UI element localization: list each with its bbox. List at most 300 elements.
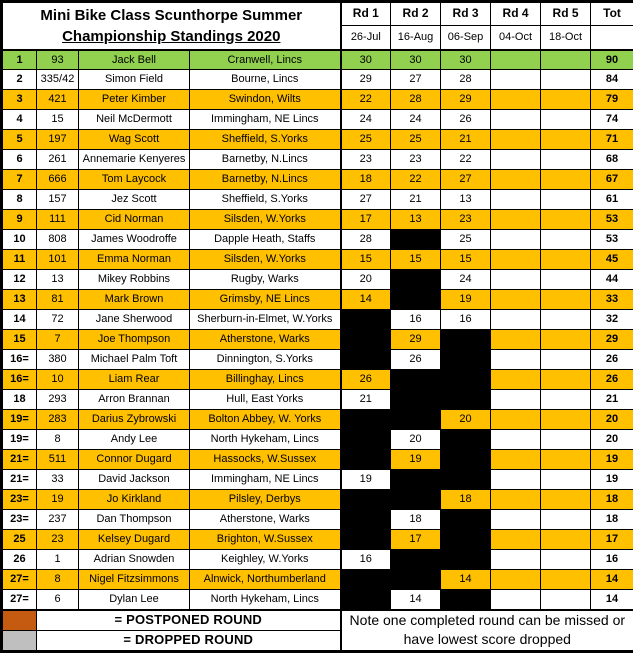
rider-location-cell: Barnetby, N.Lincs [190, 170, 341, 190]
position-cell: 16= [2, 370, 37, 390]
rider-location-cell: Billinghay, Lincs [190, 370, 341, 390]
round-score-cell [491, 110, 541, 130]
col-header-total: Tot [591, 2, 633, 26]
standings-row [2, 190, 633, 210]
total-points-cell: 79 [591, 90, 633, 110]
round-score-cell [541, 530, 591, 550]
rider-location-cell: Sherburn-in-Elmet, W.Yorks [190, 310, 341, 330]
standings-row [2, 290, 633, 310]
position-cell: 27= [2, 570, 37, 590]
rider-location-cell: Atherstone, Warks [190, 330, 341, 350]
position-cell: 11 [2, 250, 37, 270]
standings-row [2, 570, 633, 590]
rider-number-cell: 8 [37, 430, 79, 450]
total-points-cell: 19 [591, 470, 633, 490]
round-score-cell [491, 130, 541, 150]
round-score-cell [441, 370, 491, 390]
round-score-cell: 22 [441, 150, 491, 170]
rider-location-cell: Pilsley, Derbys [190, 490, 341, 510]
total-points-cell: 29 [591, 330, 633, 350]
round-score-cell: 14 [391, 590, 441, 610]
round-score-cell [341, 310, 391, 330]
round-score-cell [541, 470, 591, 490]
col-header-rd1: Rd 1 [341, 2, 391, 26]
round-score-cell [541, 150, 591, 170]
rider-name-cell: Liam Rear [79, 370, 190, 390]
rider-number-cell: 335/42 [37, 70, 79, 90]
position-cell: 19= [2, 410, 37, 430]
round-score-cell: 16 [341, 550, 391, 570]
round-score-cell: 27 [441, 170, 491, 190]
round-score-cell [391, 390, 441, 410]
rider-number-cell: 237 [37, 510, 79, 530]
round-score-cell [541, 130, 591, 150]
rider-location-cell: Dinnington, S.Yorks [190, 350, 341, 370]
rider-name-cell: Andy Lee [79, 430, 190, 450]
round-score-cell: 18 [391, 510, 441, 530]
round-score-cell [491, 310, 541, 330]
rider-name-cell: Simon Field [79, 70, 190, 90]
round-score-cell: 19 [441, 290, 491, 310]
total-points-cell: 61 [591, 190, 633, 210]
round-score-cell [491, 430, 541, 450]
footer-note: Note one completed round can be missed or have lowest score dropped [341, 610, 633, 652]
rider-number-cell: 81 [37, 290, 79, 310]
round-score-cell [441, 450, 491, 470]
round-score-cell: 18 [441, 490, 491, 510]
standings-row [2, 150, 633, 170]
rider-name-cell: Kelsey Dugard [79, 530, 190, 550]
round-score-cell [441, 550, 491, 570]
round-score-cell [541, 110, 591, 130]
standings-row [2, 50, 633, 70]
total-points-cell: 14 [591, 590, 633, 610]
round-score-cell [491, 450, 541, 470]
rider-number-cell: 101 [37, 250, 79, 270]
round-score-cell [541, 90, 591, 110]
table-header [2, 2, 633, 50]
standings-row [2, 130, 633, 150]
dropped-swatch [2, 631, 37, 652]
total-points-cell: 74 [591, 110, 633, 130]
rider-location-cell: Keighley, W.Yorks [190, 550, 341, 570]
round-score-cell [541, 290, 591, 310]
round-score-cell [391, 230, 441, 250]
rider-name-cell: Connor Dugard [79, 450, 190, 470]
rider-location-cell: Silsden, W.Yorks [190, 210, 341, 230]
total-points-cell: 67 [591, 170, 633, 190]
col-date-total-empty [591, 26, 633, 50]
total-points-cell: 16 [591, 550, 633, 570]
round-score-cell [341, 510, 391, 530]
rider-name-cell: Neil McDermott [79, 110, 190, 130]
table-footer [2, 610, 633, 652]
total-points-cell: 18 [591, 490, 633, 510]
total-points-cell: 20 [591, 430, 633, 450]
round-score-cell [441, 510, 491, 530]
col-header-rd5: Rd 5 [541, 2, 591, 26]
position-cell: 18 [2, 390, 37, 410]
round-score-cell [341, 570, 391, 590]
round-score-cell [491, 470, 541, 490]
round-score-cell [491, 270, 541, 290]
rider-location-cell: North Hykeham, Lincs [190, 590, 341, 610]
round-score-cell: 15 [341, 250, 391, 270]
round-score-cell: 14 [441, 570, 491, 590]
round-score-cell: 16 [391, 310, 441, 330]
total-points-cell: 26 [591, 350, 633, 370]
round-score-cell [491, 70, 541, 90]
position-cell: 6 [2, 150, 37, 170]
rider-location-cell: Dapple Heath, Staffs [190, 230, 341, 250]
total-points-cell: 44 [591, 270, 633, 290]
rider-name-cell: Michael Palm Toft [79, 350, 190, 370]
round-score-cell: 25 [341, 130, 391, 150]
round-score-cell: 20 [341, 270, 391, 290]
round-score-cell [491, 150, 541, 170]
rider-location-cell: Grimsby, NE Lincs [190, 290, 341, 310]
total-points-cell: 53 [591, 210, 633, 230]
round-score-cell [541, 310, 591, 330]
rider-number-cell: 157 [37, 190, 79, 210]
rider-name-cell: James Woodroffe [79, 230, 190, 250]
title-line-1: Mini Bike Class Scunthorpe Summer [4, 5, 339, 26]
round-score-cell: 15 [441, 250, 491, 270]
round-score-cell [391, 550, 441, 570]
round-score-cell: 18 [341, 170, 391, 190]
rider-number-cell: 23 [37, 530, 79, 550]
rider-name-cell: Mark Brown [79, 290, 190, 310]
dropped-legend-label: = DROPPED ROUND [37, 631, 341, 652]
position-cell: 21= [2, 470, 37, 490]
round-score-cell [441, 430, 491, 450]
round-score-cell: 17 [391, 530, 441, 550]
round-score-cell [541, 570, 591, 590]
postponed-legend-label: = POSTPONED ROUND [37, 610, 341, 631]
standings-row [2, 110, 633, 130]
round-score-cell: 23 [391, 150, 441, 170]
col-date-rd5: 18-Oct [541, 26, 591, 50]
col-date-rd4: 04-Oct [491, 26, 541, 50]
round-score-cell: 15 [391, 250, 441, 270]
rider-name-cell: Cid Norman [79, 210, 190, 230]
standings-row [2, 590, 633, 610]
position-cell: 3 [2, 90, 37, 110]
position-cell: 7 [2, 170, 37, 190]
rider-number-cell: 1 [37, 550, 79, 570]
round-score-cell: 30 [441, 50, 491, 70]
rider-location-cell: Atherstone, Warks [190, 510, 341, 530]
round-score-cell: 22 [341, 90, 391, 110]
round-score-cell: 20 [441, 410, 491, 430]
rider-name-cell: Mikey Robbins [79, 270, 190, 290]
rider-name-cell: Jane Sherwood [79, 310, 190, 330]
standings-row [2, 430, 633, 450]
position-cell: 25 [2, 530, 37, 550]
round-score-cell: 26 [441, 110, 491, 130]
round-score-cell: 25 [441, 230, 491, 250]
round-score-cell [491, 390, 541, 410]
standings-row [2, 490, 633, 510]
col-header-rd4: Rd 4 [491, 2, 541, 26]
round-score-cell [441, 390, 491, 410]
round-score-cell [391, 270, 441, 290]
round-score-cell [491, 530, 541, 550]
round-score-cell [491, 50, 541, 70]
position-cell: 8 [2, 190, 37, 210]
rider-number-cell: 666 [37, 170, 79, 190]
position-cell: 12 [2, 270, 37, 290]
round-score-cell: 20 [391, 430, 441, 450]
rider-name-cell: Darius Zybrowski [79, 410, 190, 430]
round-score-cell: 30 [391, 50, 441, 70]
rider-location-cell: Sheffield, S.Yorks [190, 190, 341, 210]
round-score-cell [491, 410, 541, 430]
total-points-cell: 19 [591, 450, 633, 470]
round-score-cell [541, 590, 591, 610]
round-score-cell [341, 490, 391, 510]
round-score-cell: 13 [391, 210, 441, 230]
rider-number-cell: 293 [37, 390, 79, 410]
rider-name-cell: Annemarie Kenyeres [79, 150, 190, 170]
rider-name-cell: Arron Brannan [79, 390, 190, 410]
standings-row [2, 90, 633, 110]
position-cell: 2 [2, 70, 37, 90]
standings-row [2, 210, 633, 230]
col-header-rd3: Rd 3 [441, 2, 491, 26]
round-score-cell [441, 330, 491, 350]
rider-location-cell: Cranwell, Lincs [190, 50, 341, 70]
round-score-cell [441, 590, 491, 610]
rider-number-cell: 6 [37, 590, 79, 610]
total-points-cell: 33 [591, 290, 633, 310]
total-points-cell: 32 [591, 310, 633, 330]
round-score-cell: 25 [391, 130, 441, 150]
round-score-cell: 24 [341, 110, 391, 130]
postponed-swatch [2, 610, 37, 631]
round-score-cell [391, 470, 441, 490]
rider-name-cell: Jack Bell [79, 50, 190, 70]
standings-row [2, 70, 633, 90]
rider-number-cell: 93 [37, 50, 79, 70]
rider-number-cell: 15 [37, 110, 79, 130]
round-score-cell [491, 350, 541, 370]
total-points-cell: 90 [591, 50, 633, 70]
rider-number-cell: 33 [37, 470, 79, 490]
standings-body [2, 50, 633, 610]
round-score-cell [541, 410, 591, 430]
round-score-cell [491, 550, 541, 570]
round-score-cell [541, 370, 591, 390]
position-cell: 1 [2, 50, 37, 70]
round-score-cell [491, 330, 541, 350]
rider-location-cell: Rugby, Warks [190, 270, 341, 290]
round-score-cell: 24 [391, 110, 441, 130]
round-score-cell [541, 550, 591, 570]
standings-row [2, 250, 633, 270]
round-score-cell [491, 290, 541, 310]
round-score-cell [341, 330, 391, 350]
rider-location-cell: Brighton, W.Sussex [190, 530, 341, 550]
round-score-cell: 29 [441, 90, 491, 110]
rider-number-cell: 10 [37, 370, 79, 390]
rider-number-cell: 197 [37, 130, 79, 150]
round-score-cell [391, 370, 441, 390]
rider-location-cell: Sheffield, S.Yorks [190, 130, 341, 150]
standings-row [2, 270, 633, 290]
standings-row [2, 310, 633, 330]
rider-number-cell: 808 [37, 230, 79, 250]
total-points-cell: 14 [591, 570, 633, 590]
round-score-cell [541, 390, 591, 410]
rider-name-cell: Joe Thompson [79, 330, 190, 350]
round-score-cell: 28 [391, 90, 441, 110]
position-cell: 23= [2, 510, 37, 530]
round-score-cell: 28 [441, 70, 491, 90]
round-score-cell: 21 [441, 130, 491, 150]
rider-number-cell: 8 [37, 570, 79, 590]
round-score-cell [541, 230, 591, 250]
standings-row [2, 470, 633, 490]
round-score-cell [491, 490, 541, 510]
position-cell: 15 [2, 330, 37, 350]
rider-number-cell: 13 [37, 270, 79, 290]
round-score-cell: 14 [341, 290, 391, 310]
position-cell: 13 [2, 290, 37, 310]
round-score-cell: 27 [341, 190, 391, 210]
round-score-cell: 27 [391, 70, 441, 90]
standings-row [2, 370, 633, 390]
round-score-cell [491, 570, 541, 590]
round-score-cell [441, 530, 491, 550]
round-score-cell: 22 [391, 170, 441, 190]
round-score-cell [541, 250, 591, 270]
col-date-rd2: 16-Aug [391, 26, 441, 50]
position-cell: 4 [2, 110, 37, 130]
rider-number-cell: 421 [37, 90, 79, 110]
standings-row [2, 450, 633, 470]
position-cell: 26 [2, 550, 37, 570]
rider-location-cell: Barnetby, N.Lincs [190, 150, 341, 170]
rider-location-cell: Immingham, NE Lincs [190, 110, 341, 130]
round-score-cell [491, 230, 541, 250]
position-cell: 10 [2, 230, 37, 250]
round-score-cell [541, 450, 591, 470]
round-score-cell [441, 350, 491, 370]
total-points-cell: 20 [591, 410, 633, 430]
position-cell: 9 [2, 210, 37, 230]
rider-location-cell: North Hykeham, Lincs [190, 430, 341, 450]
total-points-cell: 71 [591, 130, 633, 150]
rider-location-cell: Immingham, NE Lincs [190, 470, 341, 490]
round-score-cell: 29 [391, 330, 441, 350]
standings-row [2, 390, 633, 410]
total-points-cell: 21 [591, 390, 633, 410]
rider-location-cell: Silsden, W.Yorks [190, 250, 341, 270]
round-score-cell: 21 [341, 390, 391, 410]
col-header-rd2: Rd 2 [391, 2, 441, 26]
rider-location-cell: Alnwick, Northumberland [190, 570, 341, 590]
standings-row [2, 230, 633, 250]
round-score-cell: 13 [441, 190, 491, 210]
total-points-cell: 26 [591, 370, 633, 390]
rider-location-cell: Hull, East Yorks [190, 390, 341, 410]
rider-number-cell: 261 [37, 150, 79, 170]
rider-number-cell: 111 [37, 210, 79, 230]
round-score-cell: 16 [441, 310, 491, 330]
round-score-cell: 17 [341, 210, 391, 230]
round-score-cell [391, 290, 441, 310]
round-score-cell [541, 270, 591, 290]
round-score-cell: 19 [341, 470, 391, 490]
round-score-cell: 26 [391, 350, 441, 370]
round-score-cell [541, 210, 591, 230]
round-score-cell: 30 [341, 50, 391, 70]
standings-row [2, 330, 633, 350]
rider-number-cell: 511 [37, 450, 79, 470]
round-score-cell [541, 330, 591, 350]
standings-row [2, 350, 633, 370]
total-points-cell: 18 [591, 510, 633, 530]
round-score-cell: 19 [391, 450, 441, 470]
round-score-cell [341, 590, 391, 610]
round-score-cell: 28 [341, 230, 391, 250]
rider-name-cell: Wag Scott [79, 130, 190, 150]
total-points-cell: 84 [591, 70, 633, 90]
rider-location-cell: Hassocks, W.Sussex [190, 450, 341, 470]
round-score-cell [491, 190, 541, 210]
round-score-cell [541, 190, 591, 210]
round-score-cell [391, 570, 441, 590]
round-score-cell [491, 590, 541, 610]
rider-location-cell: Bolton Abbey, W. Yorks [190, 410, 341, 430]
round-score-cell [391, 410, 441, 430]
total-points-cell: 68 [591, 150, 633, 170]
rider-name-cell: Emma Norman [79, 250, 190, 270]
rider-number-cell: 19 [37, 490, 79, 510]
round-score-cell: 26 [341, 370, 391, 390]
round-score-cell [541, 430, 591, 450]
round-score-cell: 29 [341, 70, 391, 90]
round-score-cell [341, 530, 391, 550]
standings-row [2, 550, 633, 570]
rider-location-cell: Swindon, Wilts [190, 90, 341, 110]
rider-name-cell: Jez Scott [79, 190, 190, 210]
round-score-cell: 24 [441, 270, 491, 290]
round-score-cell [541, 490, 591, 510]
round-score-cell: 21 [391, 190, 441, 210]
round-score-cell [341, 450, 391, 470]
rider-name-cell: Tom Laycock [79, 170, 190, 190]
rider-number-cell: 380 [37, 350, 79, 370]
rider-name-cell: Peter Kimber [79, 90, 190, 110]
total-points-cell: 53 [591, 230, 633, 250]
round-score-cell [341, 430, 391, 450]
rider-name-cell: Dylan Lee [79, 590, 190, 610]
rider-number-cell: 72 [37, 310, 79, 330]
round-score-cell [441, 470, 491, 490]
round-score-cell [541, 510, 591, 530]
position-cell: 21= [2, 450, 37, 470]
round-score-cell [491, 370, 541, 390]
position-cell: 19= [2, 430, 37, 450]
standings-row [2, 530, 633, 550]
round-score-cell [491, 250, 541, 270]
round-score-cell: 23 [341, 150, 391, 170]
rider-name-cell: Nigel Fitzsimmons [79, 570, 190, 590]
round-score-cell [541, 170, 591, 190]
title-line-2: Championship Standings 2020 [4, 26, 339, 47]
